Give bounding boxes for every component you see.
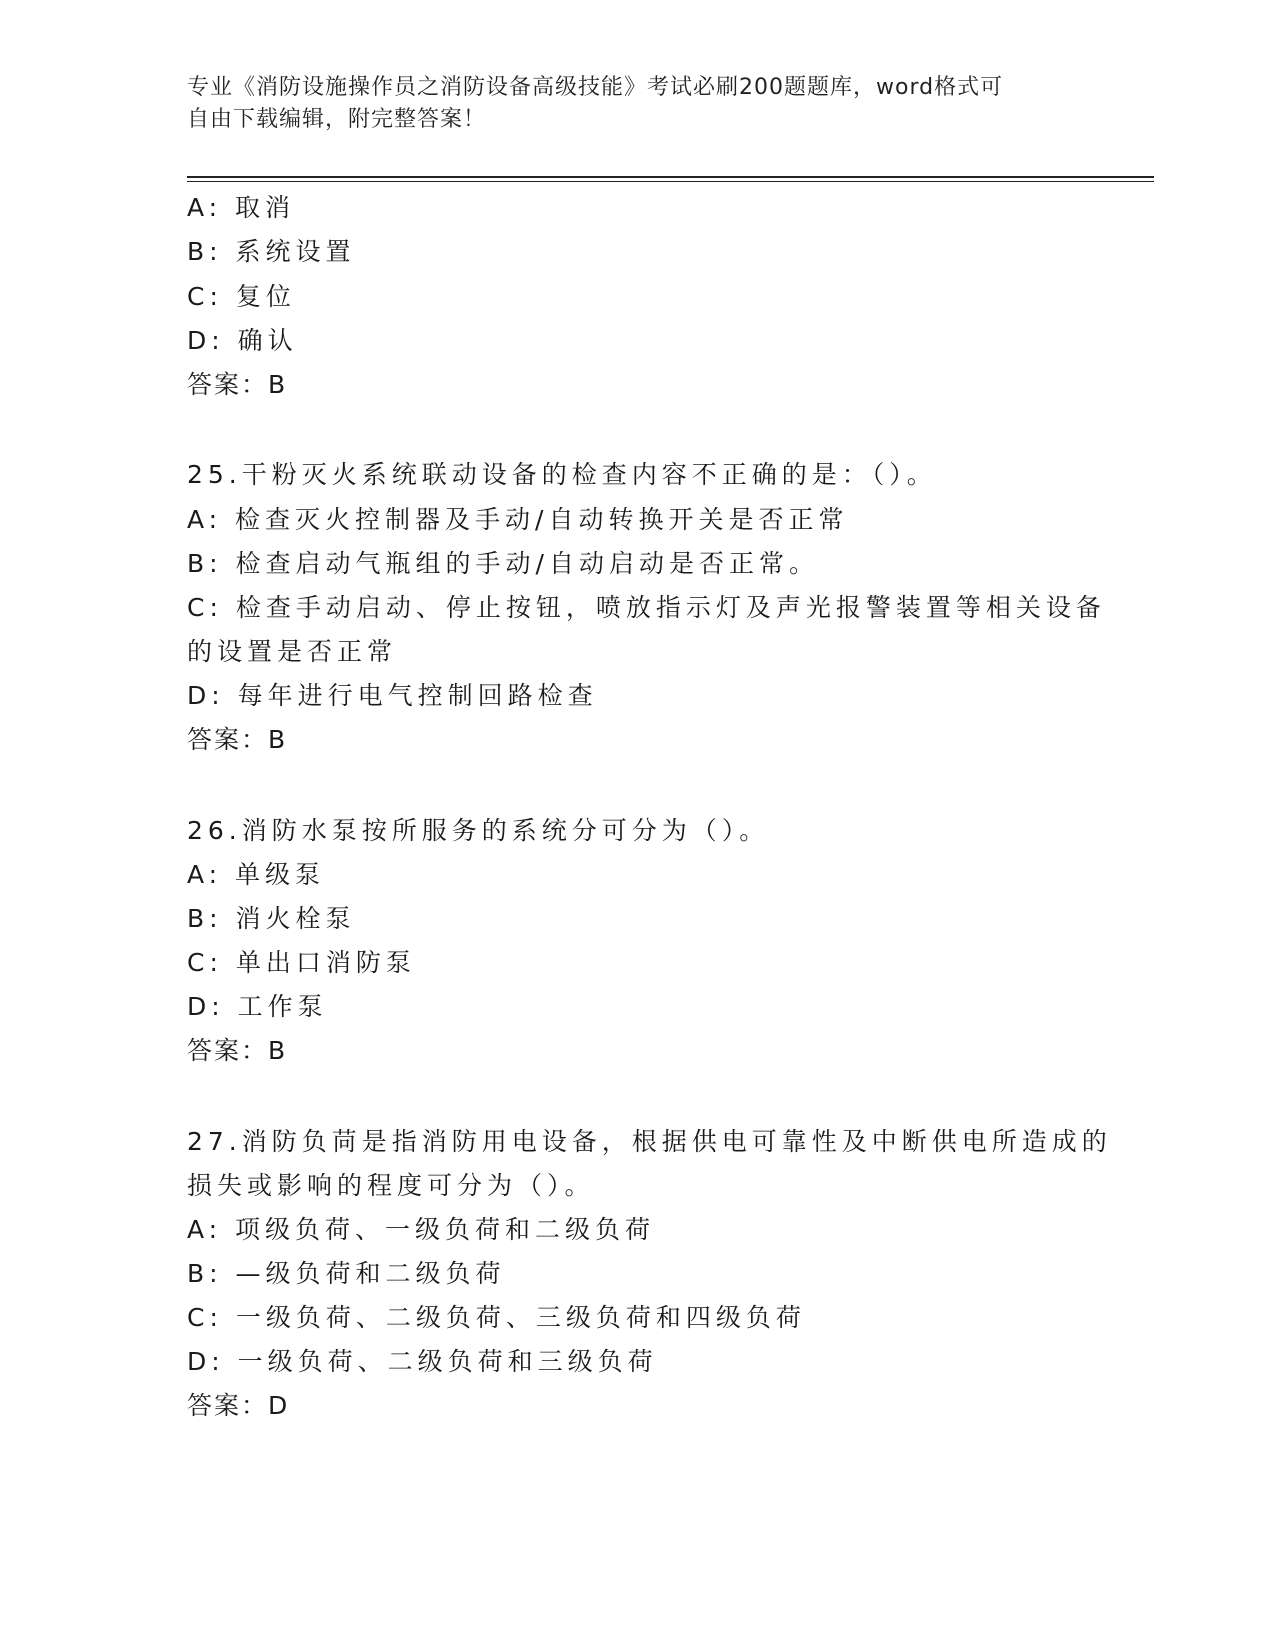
header-line-2: 自由下载编辑，附完整答案！ xyxy=(187,107,487,132)
q25-option-d: D: 每年进行电气控制回路检查 xyxy=(187,681,598,710)
header-divider xyxy=(187,176,1154,178)
question-26: 26.消防水泵按所服务的系统分可分为（）。 xyxy=(187,816,770,845)
q27-answer: 答案：D xyxy=(187,1391,290,1420)
q26-answer: 答案：B xyxy=(187,1036,288,1065)
header-divider-thin xyxy=(187,181,1154,182)
question-25: 25.干粉灭火系统联动设备的检查内容不正确的是：（）。 xyxy=(187,460,937,489)
q26-option-d: D: 工作泵 xyxy=(187,992,328,1021)
q26-option-c: C: 单出口消防泵 xyxy=(187,948,416,977)
header-line-1: 专业《消防设施操作员之消防设备高级技能》考试必刷200题题库，word格式可 xyxy=(187,75,1004,100)
q27-option-a: A: 项级负荷、一级负荷和二级负荷 xyxy=(187,1215,656,1244)
option-c: C: 复位 xyxy=(187,282,296,311)
option-d: D: 确认 xyxy=(187,326,298,355)
q26-option-a: A: 单级泵 xyxy=(187,860,326,889)
q25-option-c-continued: 的设置是否正常 xyxy=(187,637,398,666)
option-b: B: 系统设置 xyxy=(187,237,356,266)
q25-answer: 答案：B xyxy=(187,725,288,754)
q27-option-c: C: 一级负荷、二级负荷、三级负荷和四级负荷 xyxy=(187,1303,806,1332)
answer-line: 答案：B xyxy=(187,370,288,399)
q25-option-a: A: 检查灭火控制器及手动/自动转换开关是否正常 xyxy=(187,505,849,534)
document-header xyxy=(187,72,1067,136)
q25-option-b: B: 检查启动气瓶组的手动/自动启动是否正常。 xyxy=(187,549,819,578)
question-27-line-1: 27.消防负苘是指消防用电设备，根据供电可靠性及中断供电所造成的 xyxy=(187,1127,1112,1156)
option-a: A: 取消 xyxy=(187,193,296,222)
q27-option-d: D: 一级负荷、二级负荷和三级负荷 xyxy=(187,1347,658,1376)
q25-option-c: C: 检查手动启动、停止按钮，喷放指示灯及声光报警装置等相关设备 xyxy=(187,593,1106,622)
q26-option-b: B: 消火栓泵 xyxy=(187,904,356,933)
question-27-line-2: 损失或影响的程度可分为（）。 xyxy=(187,1171,595,1200)
q27-option-b: B: —级负荷和二级负荷 xyxy=(187,1259,506,1288)
